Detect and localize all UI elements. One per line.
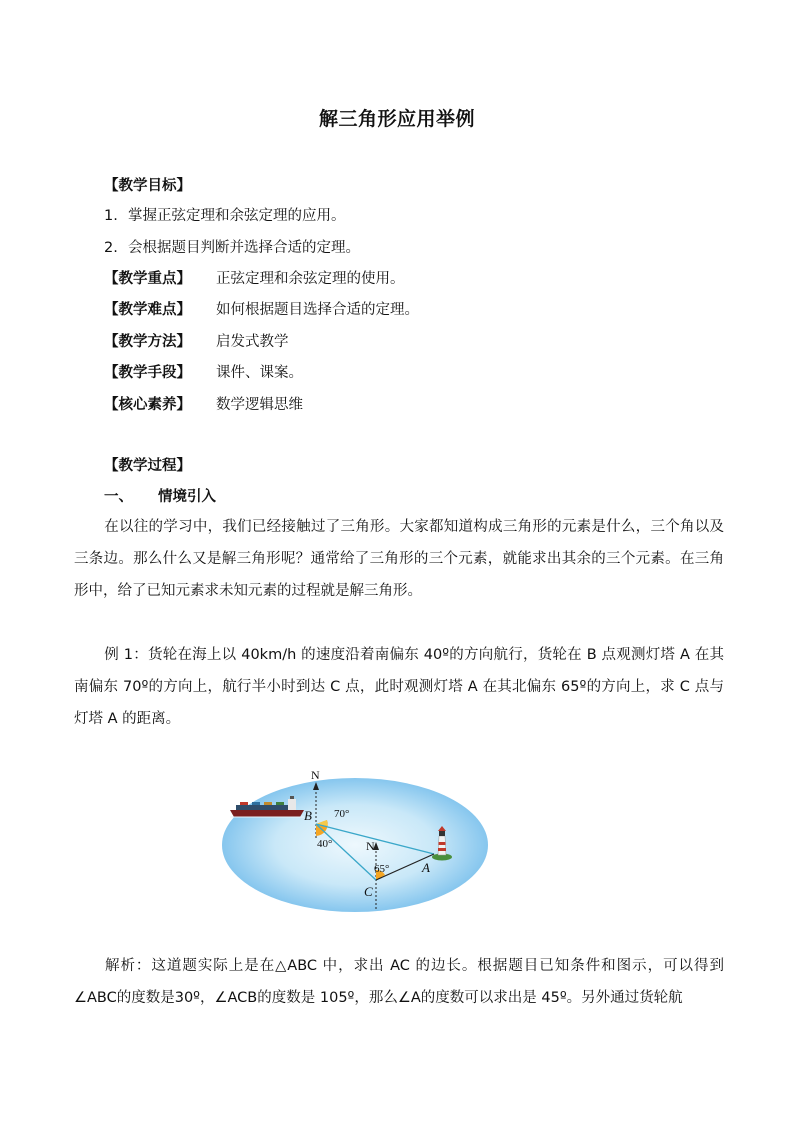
process-heading: 【教学过程】 bbox=[104, 458, 191, 474]
section-heading bbox=[104, 487, 216, 507]
example-paragraph bbox=[74, 639, 724, 735]
objective-item bbox=[104, 206, 346, 226]
info-label: 【核心素养】 bbox=[104, 397, 191, 413]
info-label: 【教学重点】 bbox=[104, 271, 191, 287]
info-value: 如何根据题目选择合适的定理。 bbox=[216, 302, 419, 318]
example-text: 例 1：货轮在海上以 40km/h 的速度沿着南偏东 40º的方向航行，货轮在 B 点观测灯塔 A 在其南偏东 70º的方向上，航行半小时到达 C 点，此时观测灯塔 A 在其北偏东 65º的方向上，求 C 点与灯塔 A 的距离。 bbox=[74, 647, 724, 727]
info-row-key-points bbox=[104, 269, 405, 289]
info-value: 启发式教学 bbox=[216, 334, 289, 350]
section-number: 一、 bbox=[104, 489, 133, 505]
section-title: 情境引入 bbox=[158, 489, 216, 505]
info-row-means bbox=[104, 363, 303, 383]
info-label: 【教学手段】 bbox=[104, 365, 191, 381]
info-value: 课件、课案。 bbox=[216, 365, 303, 381]
sea-ellipse bbox=[222, 778, 488, 912]
point-b-label: B bbox=[304, 808, 312, 823]
angle-40-label: 40° bbox=[317, 838, 333, 850]
info-row-difficulties bbox=[104, 300, 419, 320]
objective-number: 2. bbox=[104, 240, 118, 256]
navigation-figure bbox=[222, 760, 488, 916]
north-label-c: N bbox=[366, 839, 375, 853]
info-row-literacy bbox=[104, 395, 303, 415]
info-value: 数学逻辑思维 bbox=[216, 397, 303, 413]
intro-paragraph bbox=[74, 511, 724, 607]
objective-number: 1. bbox=[104, 208, 118, 224]
angle-65-label: 65° bbox=[374, 863, 390, 875]
point-c-label: C bbox=[364, 884, 373, 899]
objective-text: 掌握正弦定理和余弦定理的应用。 bbox=[128, 208, 346, 224]
page-title: 解三角形应用举例 bbox=[318, 108, 475, 130]
intro-text: 在以往的学习中，我们已经接触过了三角形。大家都知道构成三角形的元素是什么，三个角以及三条边。那么什么又是解三角形呢？通常给了三角形的三个元素，就能求出其余的三个元素。在三角形中，给了已知元素求未知元素的过程就是解三角形。 bbox=[74, 519, 724, 599]
point-a-label: A bbox=[422, 860, 430, 875]
info-label: 【教学方法】 bbox=[104, 334, 191, 350]
objective-item bbox=[104, 238, 360, 258]
objective-text: 会根据题目判断并选择合适的定理。 bbox=[128, 240, 360, 256]
objectives-heading: 【教学目标】 bbox=[104, 178, 191, 194]
info-value: 正弦定理和余弦定理的使用。 bbox=[216, 271, 405, 287]
figure-svg bbox=[222, 760, 488, 916]
info-label: 【教学难点】 bbox=[104, 302, 191, 318]
analysis-text: 解析：这道题实际上是在△ABC 中，求出 AC 的边长。根据题目已知条件和图示，可以得到∠ABC的度数是30º，∠ACB的度数是 105º，那么∠A的度数可以求出是 45º。另外通过货轮航 bbox=[74, 958, 724, 1006]
angle-70-label: 70° bbox=[334, 808, 350, 820]
north-label-top: N bbox=[311, 768, 320, 782]
info-row-method bbox=[104, 332, 289, 352]
analysis-paragraph bbox=[74, 950, 724, 1014]
